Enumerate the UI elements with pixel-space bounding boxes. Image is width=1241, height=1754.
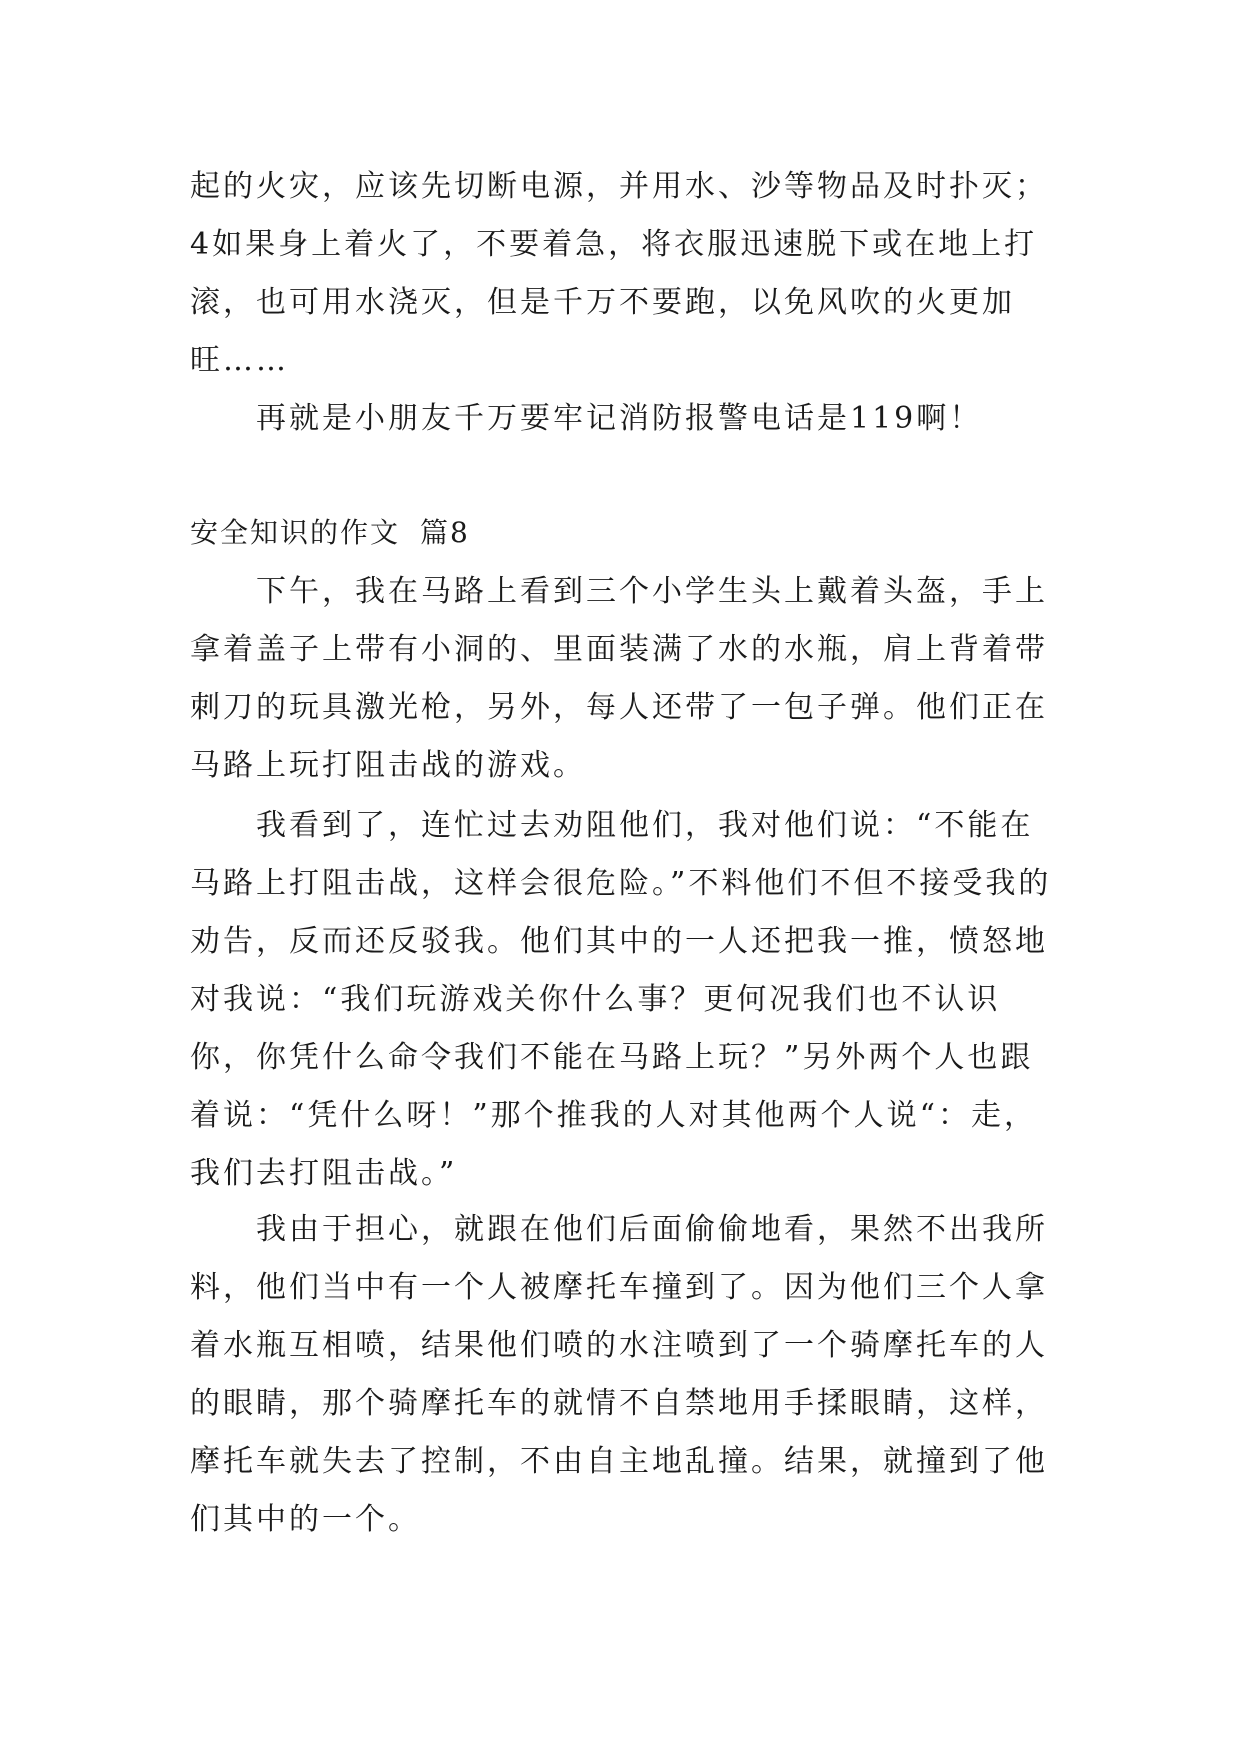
paragraph-dissuasion: 我看到了，连忙过去劝阻他们，我对他们说：“不能在马路上打阻击战，这样会很危险。”不料他们不但不接受我的劝告，反而还反驳我。他们其中的一人还把我一推，愤怒地对我说：“我们玩游戏关你什么事？更何况我们也不认识你，你凭什么命令我们不能在马路上玩？”另外两个人也跟着说：“凭什么呀！”那个推我的人对其他两个人说“：走，我们去打阻击战。”	[190, 808, 1052, 1191]
paragraph-accident: 我由于担心，就跟在他们后面偷偷地看，果然不出我所料，他们当中有一个人被摩托车撞到了。因为他们三个人拿着水瓶互相喷，结果他们喷的水注喷到了一个骑摩托车的人的眼睛，那个骑摩托车的就情不自禁地用手揉眼睛，这样，摩托车就失去了控制，不由自主地乱撞。结果，就撞到了他们其中的一个。	[190, 1212, 1048, 1537]
section-heading	[190, 513, 470, 553]
paragraph-fire-safety-tips: 起的火灾，应该先切断电源，并用水、沙等物品及时扑灭；4如果身上着火了，不要着急，将衣服迅速脱下或在地上打滚，也可用水浇灭，但是千万不要跑，以免风吹的火更加旺……	[190, 169, 1048, 378]
section-number: 篇8	[420, 516, 470, 549]
paragraph-emergency-number: 再就是小朋友千万要牢记消防报警电话是119啊！	[256, 401, 983, 436]
paragraph-afternoon-scene: 下午，我在马路上看到三个小学生头上戴着头盔，手上拿着盖子上带有小洞的、里面装满了水的水瓶，肩上背着带刺刀的玩具激光枪，另外，每人还带了一包子弹。他们正在马路上玩打阻击战的游戏。	[190, 574, 1048, 783]
section-title: 安全知识的作文	[190, 516, 401, 549]
